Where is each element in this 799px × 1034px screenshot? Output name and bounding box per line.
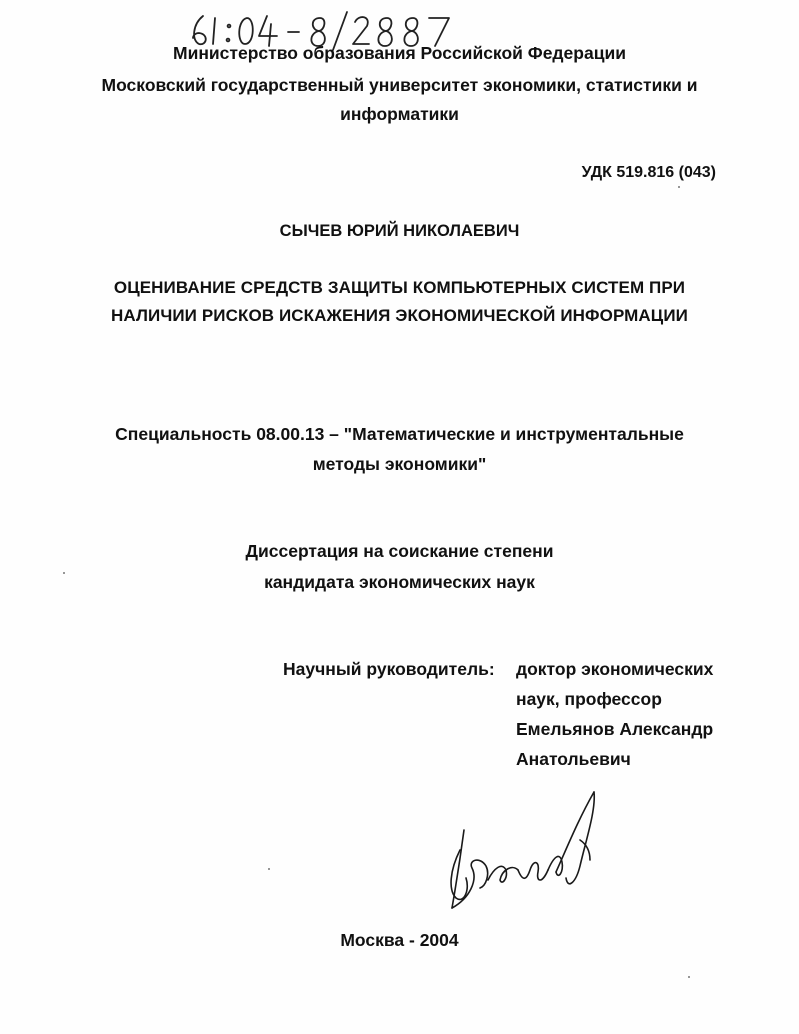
dissertation-line1: Диссертация на соискание степени <box>245 541 554 561</box>
advisor-name-line1: Емельянов Александр <box>516 719 714 739</box>
university-name-line2: информатики <box>340 104 459 124</box>
advisor-name-line2: Анатольевич <box>516 749 631 769</box>
handwritten-signature <box>430 770 620 920</box>
scan-speck <box>63 572 65 574</box>
advisor-label: Научный руководитель: <box>283 659 495 679</box>
advisor-degree-line1: доктор экономических <box>516 659 714 679</box>
city-year: Москва - 2004 <box>340 930 459 950</box>
scan-speck <box>678 186 680 188</box>
scan-speck <box>688 976 690 978</box>
title-line1: ОЦЕНИВАНИЕ СРЕДСТВ ЗАЩИТЫ КОМПЬЮТЕРНЫХ СИСТЕМ ПРИ <box>113 278 686 297</box>
ministry-name: Министерство образования Российской Федерации <box>173 43 626 63</box>
advisor-degree-line2: наук, профессор <box>516 689 662 709</box>
title-line2: НАЛИЧИИ РИСКОВ ИСКАЖЕНИЯ ЭКОНОМИЧЕСКОЙ ИНФОРМАЦИИ <box>111 306 688 325</box>
author-name: СЫЧЕВ ЮРИЙ НИКОЛАЕВИЧ <box>279 222 520 240</box>
specialty-line1: Специальность 08.00.13 – "Математические и инструментальные <box>115 424 684 444</box>
udk-code: УДК 519.816 (043) <box>581 164 716 181</box>
specialty-line2: методы экономики" <box>312 454 487 474</box>
scan-speck <box>268 868 270 870</box>
dissertation-line2: кандидата экономических наук <box>264 572 535 592</box>
university-name-line1: Московский государственный университет экономики, статистики и <box>101 75 698 95</box>
